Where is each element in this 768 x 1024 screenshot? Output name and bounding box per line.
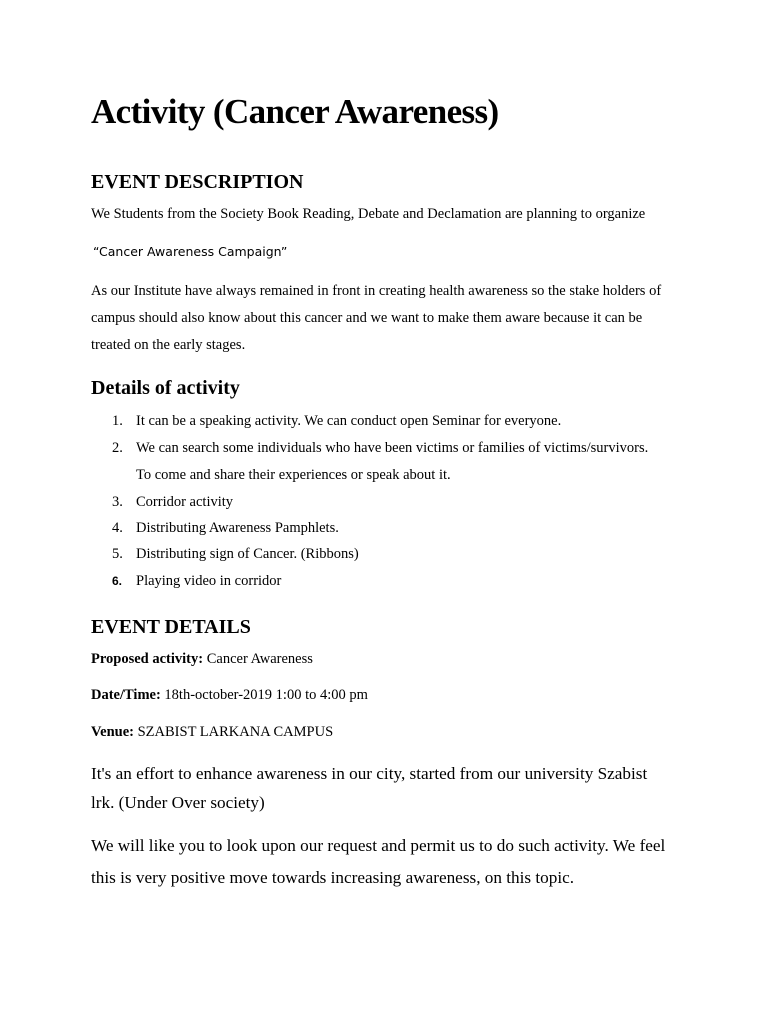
details-of-activity-heading: Details of activity [91, 377, 240, 399]
list-item-number: 5. [112, 546, 123, 562]
paragraph-line: We will like you to look upon our request and permit us to do such activity. We feel [91, 836, 666, 855]
list-item-number: 4. [112, 520, 123, 536]
campaign-name: “Cancer Awareness Campaign” [93, 244, 288, 259]
list-item [112, 438, 648, 492]
list-item-text: Corridor activity [136, 494, 234, 510]
proposed-activity-value: Cancer Awareness [203, 651, 313, 667]
paragraph-line: this is very positive move towards increasing awareness, on this topic. [91, 868, 575, 887]
effort-paragraph [91, 762, 647, 820]
list-item-text: It can be a speaking activity. We can conduct open Seminar for everyone. [136, 413, 562, 429]
paragraph-line: campus should also know about this cancer and we want to make them aware because it can be [91, 310, 643, 326]
date-time-row [91, 687, 368, 704]
list-item [112, 571, 648, 597]
list-item-text: Playing video in corridor [136, 573, 282, 589]
venue-value: SZABIST LARKANA CAMPUS [133, 724, 334, 740]
paragraph-line: treated on the early stages. [91, 337, 246, 353]
list-item-number: 1. [112, 413, 123, 429]
paragraph-line: It's an effort to enhance awareness in our city, started from our university Szabist [91, 764, 648, 783]
list-item-number: 2. [112, 440, 123, 456]
proposed-activity-label: Proposed activity: [91, 651, 204, 667]
event-description-paragraph [91, 281, 691, 362]
document-title: Activity (Cancer Awareness) [91, 92, 499, 131]
date-time-value: 18th-october-2019 1:00 to 4:00 pm [160, 687, 368, 703]
list-item [112, 518, 648, 544]
list-item-text: To come and share their experiences or speak about it. [136, 467, 451, 483]
list-item [112, 544, 648, 571]
paragraph-line: lrk. (Under Over society) [91, 793, 265, 812]
event-details-heading: EVENT DETAILS [91, 616, 251, 638]
list-item-text: We can search some individuals who have been victims or families of victims/survivors. [136, 440, 649, 456]
paragraph-line: As our Institute have always remained in front in creating health awareness so the stake holders of [91, 283, 662, 299]
activity-list [112, 411, 648, 597]
list-item [112, 492, 648, 518]
date-time-label: Date/Time: [91, 687, 161, 703]
proposed-activity-row [91, 651, 313, 668]
list-item [112, 411, 648, 438]
list-item-number: 6. [112, 574, 123, 588]
venue-label: Venue: [91, 724, 134, 740]
list-item-text: Distributing sign of Cancer. (Ribbons) [136, 546, 359, 562]
event-description-heading: EVENT DESCRIPTION [91, 171, 304, 193]
list-item-number: 3. [112, 494, 123, 510]
list-item-text: Distributing Awareness Pamphlets. [136, 520, 339, 536]
request-paragraph [91, 834, 665, 898]
event-description-intro: We Students from the Society Book Reading, Debate and Declamation are planning to organize [91, 206, 646, 222]
venue-row [91, 724, 333, 741]
